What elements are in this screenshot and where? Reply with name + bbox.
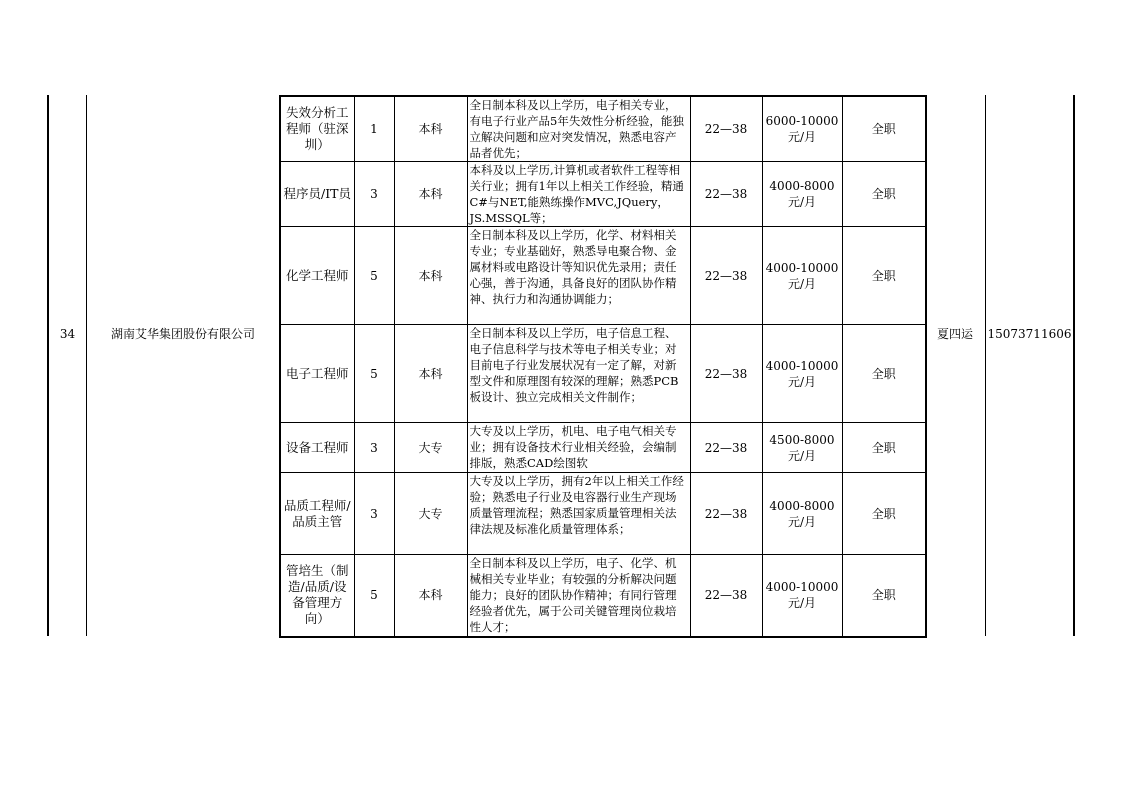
job-requirements: 大专及以上学历，拥有2年以上相关工作经验；熟悉电子行业及电容器行业生产现场质量管理流程；熟悉国家质量管理相关法律法规及标准化质量管理体系； [467, 473, 690, 555]
job-count: 3 [354, 473, 394, 555]
column-rule-contact [985, 95, 986, 636]
column-rule-number [86, 95, 87, 636]
job-table [279, 95, 927, 638]
job-education: 本科 [394, 96, 467, 162]
job-age: 22—38 [690, 473, 762, 555]
job-age: 22—38 [690, 325, 762, 423]
job-title: 设备工程师 [280, 423, 354, 473]
job-salary: 6000-10000元/月 [762, 96, 842, 162]
job-education: 大专 [394, 423, 467, 473]
job-salary: 4000-8000元/月 [762, 162, 842, 227]
job-age: 22—38 [690, 423, 762, 473]
job-title: 管培生（制造/品质/设备管理方向） [280, 555, 354, 637]
job-requirements: 大专及以上学历，机电、电子电气相关专业；拥有设备技术行业相关经验，会编制排版，熟悉CAD绘图软 [467, 423, 690, 473]
job-requirements: 全日制本科及以上学历，电子相关专业，有电子行业产品5年失效性分析经验，能独立解决问题和应对突发情况，熟悉电容产品者优先； [467, 96, 690, 162]
job-salary: 4000-10000元/月 [762, 227, 842, 325]
job-title: 品质工程师/品质主管 [280, 473, 354, 555]
job-title: 化学工程师 [280, 227, 354, 325]
job-age: 22—38 [690, 162, 762, 227]
job-count: 5 [354, 227, 394, 325]
job-count: 1 [354, 96, 394, 162]
job-type: 全职 [842, 473, 926, 555]
job-education: 本科 [394, 162, 467, 227]
column-rule-right [1073, 95, 1075, 636]
contact-phone: 15073711606 [987, 327, 1072, 341]
table-row [280, 423, 926, 473]
table-row [280, 325, 926, 423]
job-count: 3 [354, 423, 394, 473]
job-education: 大专 [394, 473, 467, 555]
job-title: 失效分析工程师（驻深圳） [280, 96, 354, 162]
job-title: 程序员/IT员 [280, 162, 354, 227]
column-rule-left [47, 95, 49, 636]
job-age: 22—38 [690, 227, 762, 325]
job-type: 全职 [842, 325, 926, 423]
contact-person: 夏四运 [936, 327, 973, 341]
job-education: 本科 [394, 325, 467, 423]
job-requirements: 全日制本科及以上学历，化学、材料相关专业；专业基础好，熟悉导电聚合物、金属材料或电路设计等知识优先录用；责任心强，善于沟通，具备良好的团队协作精神、执行力和沟通协调能力； [467, 227, 690, 325]
job-type: 全职 [842, 423, 926, 473]
job-type: 全职 [842, 162, 926, 227]
job-count: 5 [354, 555, 394, 637]
job-title: 电子工程师 [280, 325, 354, 423]
job-type: 全职 [842, 555, 926, 637]
table-row [280, 96, 926, 162]
table-row [280, 555, 926, 637]
company-name: 湖南艾华集团股份有限公司 [110, 327, 255, 341]
job-education: 本科 [394, 227, 467, 325]
job-count: 3 [354, 162, 394, 227]
job-type: 全职 [842, 227, 926, 325]
job-salary: 4000-8000元/月 [762, 473, 842, 555]
job-count: 5 [354, 325, 394, 423]
job-requirements: 全日制本科及以上学历，电子、化学、机械相关专业毕业；有较强的分析解决问题能力；良好的团队协作精神；有同行管理经验者优先，属于公司关键管理岗位栽培性人才； [467, 555, 690, 637]
row-number: 34 [59, 327, 76, 341]
job-salary: 4000-10000元/月 [762, 555, 842, 637]
table-row [280, 162, 926, 227]
job-requirements: 本科及以上学历,计算机或者软件工程等相关行业；拥有1年以上相关工作经验，精通C#与NET,能熟练操作MVC,JQuery，JS.MSSQL等； [467, 162, 690, 227]
job-age: 22—38 [690, 555, 762, 637]
job-type: 全职 [842, 96, 926, 162]
job-salary: 4500-8000元/月 [762, 423, 842, 473]
table-row [280, 473, 926, 555]
table-row [280, 227, 926, 325]
job-requirements: 全日制本科及以上学历，电子信息工程、电子信息科学与技术等电子相关专业；对目前电子行业发展状况有一定了解，对新型文件和原理图有较深的理解；熟悉PCB板设计、独立完成相关文件制作； [467, 325, 690, 423]
job-salary: 4000-10000元/月 [762, 325, 842, 423]
job-education: 本科 [394, 555, 467, 637]
job-age: 22—38 [690, 96, 762, 162]
